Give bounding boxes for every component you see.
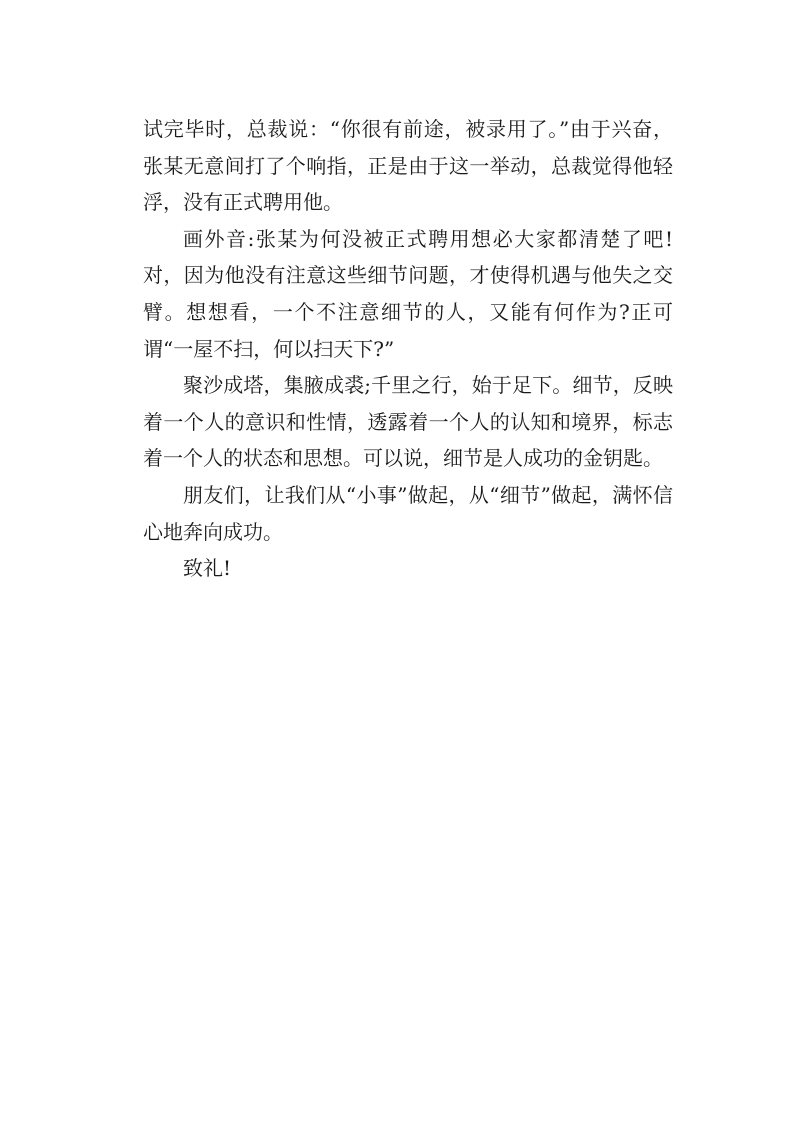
paragraph-voiceover: 画外音:张某为何没被正式聘用想必大家都清楚了吧!对，因为他没有注意这些细节问题，才使得机遇与他失之交臂。想想看，一个不注意细节的人，又能有何作为?正可谓“一屋不扫，何以扫天下?”	[143, 226, 673, 361]
paragraph-details-importance: 聚沙成塔，集腋成裘;千里之行，始于足下。细节，反映着一个人的意识和性情，透露着一个人的认知和境界，标志着一个人的状态和思想。可以说，细节是人成功的金钥匙。	[143, 373, 673, 471]
paragraph-interview-result: 试完毕时，总裁说：“你很有前途，被录用了。”由于兴奋，张某无意间打了个响指，正是由于这一举动，总裁觉得他轻浮，没有正式聘用他。	[143, 117, 673, 215]
paragraph-closing-salutation: 致礼!	[183, 556, 232, 581]
paragraph-call-to-action: 朋友们，让我们从“小事”做起，从“细节”做起，满怀信心地奔向成功。	[143, 482, 673, 544]
letter-body	[143, 111, 673, 587]
